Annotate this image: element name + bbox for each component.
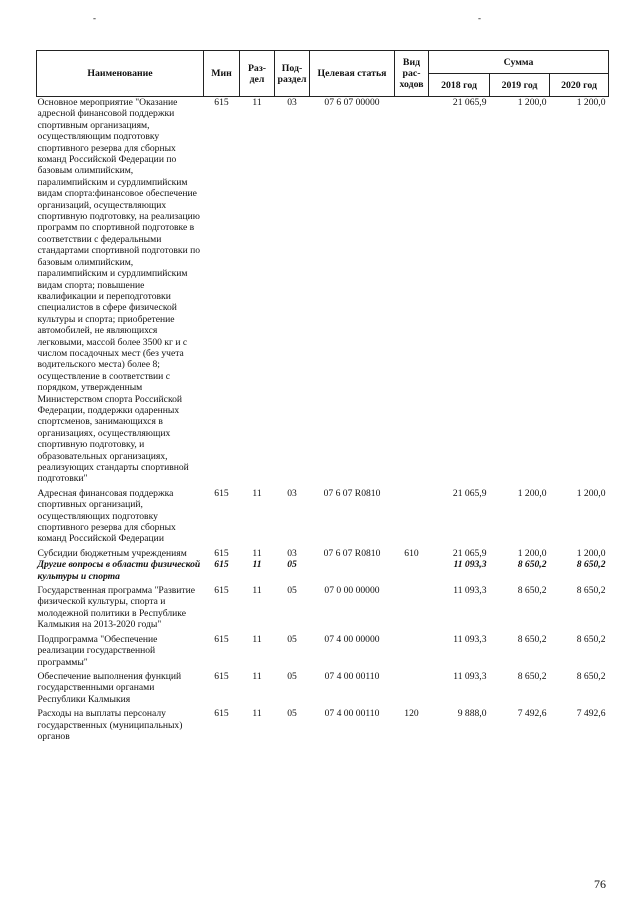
row-name: Подпрограмма "Обеспечение реализации государственной программы" <box>37 633 158 668</box>
table-row <box>37 485 609 545</box>
row-vid <box>395 668 429 705</box>
row-2020: 7 492,6 <box>576 708 606 720</box>
row-cel: 07 4 00 00110 <box>324 670 380 682</box>
row-min: 615 <box>214 670 229 682</box>
row-2018: 21 065,9 <box>452 487 487 499</box>
row-2020: 8 650,2 <box>576 559 606 571</box>
row-2019: 1 200,0 <box>517 487 547 499</box>
row-min: 615 <box>214 559 229 571</box>
row-2018: 11 093,3 <box>453 670 487 682</box>
row-cel <box>310 559 395 582</box>
header-year-2018: 2018 год <box>429 74 490 97</box>
row-podrazdel: 05 <box>287 670 297 682</box>
row-2020: 1 200,0 <box>576 487 606 499</box>
table-row <box>37 582 609 631</box>
row-2018: 11 093,3 <box>453 559 487 571</box>
row-name: Расходы на выплаты персоналу государственных (муниципальных) органов <box>37 708 183 742</box>
row-name: Основное мероприятие "Оказание адресной финансовой поддержки спортивным организациям, осуществляющим подготовку спортивного резерва для сборных команд Российской Федерации по базовым олимпийским, паралимпийским и сурдлимпийским видам спорта:финансовое обеспечение организаций, осуществляющих спортивную подготовку, на реализацию программ по спортивной подготовке в соответствии с федеральными стандартами спортивной подготовки по базовым олимпийским, паралимпийским и сурдлимпийским видам спорта; повышение квалификации и переподготовки специалистов в сфере физической культуры и спорта; приобретение автомобилей, не являющихся легковыми, массой более 3500 кг и с числом посадочных мест (без учета водительского места) более 8; осуществление в соответствии с порядком, утвержденным Министерством спорта Российской Федерации, поддержки одаренных спортсменов, занимающихся в организациях, осуществляющих спортивную подготовку, и образовательных организациях, реализующих стандарты спортивной подготовки" <box>37 97 201 485</box>
row-2019: 8 650,2 <box>517 559 547 571</box>
row-vid <box>395 485 429 545</box>
row-name: Субсидии бюджетным учреждениям <box>37 547 187 559</box>
table-row <box>37 97 609 485</box>
row-vid <box>395 582 429 631</box>
row-cel: 07 6 07 R0810 <box>323 487 381 499</box>
row-2020: 8 650,2 <box>576 633 606 645</box>
table-row <box>37 545 609 559</box>
row-2019: 8 650,2 <box>517 670 547 682</box>
row-razdel: 11 <box>252 585 262 597</box>
row-razdel: 11 <box>252 633 262 645</box>
table-row <box>37 631 609 668</box>
row-min: 615 <box>214 97 229 108</box>
row-cel: 07 6 07 00000 <box>324 97 380 108</box>
row-cel: 07 6 07 R0810 <box>323 547 381 559</box>
header-razdel: Раз-дел <box>240 51 275 97</box>
row-vid: 610 <box>404 547 419 559</box>
header-vid: Вид рас-ходов <box>395 51 429 97</box>
row-podrazdel: 05 <box>287 708 297 720</box>
row-podrazdel: 05 <box>287 633 297 645</box>
row-2020: 8 650,2 <box>576 585 606 597</box>
row-2020: 1 200,0 <box>576 547 606 559</box>
table-row <box>37 705 609 742</box>
row-min: 615 <box>214 585 229 597</box>
row-podrazdel: 03 <box>287 97 297 108</box>
table-body <box>37 97 609 743</box>
table-row-section <box>37 559 609 582</box>
header-name: Наименование <box>37 51 204 97</box>
row-min: 615 <box>214 708 229 720</box>
header-podrazdel: Под-раздел <box>275 51 310 97</box>
header-min: Мин <box>204 51 240 97</box>
top-mark-right: - <box>478 13 481 23</box>
row-2019: 8 650,2 <box>517 585 547 597</box>
row-2020: 1 200,0 <box>576 97 606 108</box>
row-min: 615 <box>214 487 229 499</box>
row-cel: 07 4 00 00110 <box>324 708 380 720</box>
row-razdel: 11 <box>252 97 262 108</box>
row-2018: 9 888,0 <box>457 708 487 720</box>
row-2020: 8 650,2 <box>576 670 606 682</box>
row-vid: 120 <box>404 708 419 720</box>
row-vid <box>395 631 429 668</box>
row-name: Другие вопросы в области физической культуры и спорта <box>37 559 201 582</box>
row-razdel: 11 <box>252 559 262 571</box>
row-2018: 21 065,9 <box>452 97 487 108</box>
row-name: Государственная программа "Развитие физической культуры, спорта и молодежной политики в Республике Калмыкия на 2013-2020 годы" <box>37 585 196 631</box>
header-summa: Сумма <box>429 51 609 74</box>
row-podrazdel: 05 <box>287 559 297 571</box>
row-2019: 8 650,2 <box>517 633 547 645</box>
row-name: Адресная финансовая поддержка спортивных организаций, осуществляющих подготовку спортивного резерва для сборных команд Российской Федерации <box>37 487 176 545</box>
header-year-2019: 2019 год <box>490 74 550 97</box>
row-2018: 11 093,3 <box>453 585 487 597</box>
header-year-2020: 2020 год <box>550 74 609 97</box>
row-min: 615 <box>214 633 229 645</box>
row-2018: 11 093,3 <box>453 633 487 645</box>
budget-table <box>36 50 609 742</box>
row-podrazdel: 03 <box>287 487 297 499</box>
row-razdel: 11 <box>252 547 262 559</box>
row-vid <box>395 97 429 485</box>
row-min: 615 <box>214 547 229 559</box>
row-razdel: 11 <box>252 670 262 682</box>
row-2019: 1 200,0 <box>517 547 547 559</box>
row-razdel: 11 <box>252 708 262 720</box>
row-vid <box>395 559 429 582</box>
row-2018: 21 065,9 <box>452 547 487 559</box>
row-podrazdel: 05 <box>287 585 297 597</box>
top-mark-left: - <box>93 13 96 23</box>
row-cel: 07 4 00 00000 <box>324 633 380 645</box>
row-razdel: 11 <box>252 487 262 499</box>
table-header <box>37 51 609 97</box>
row-2019: 1 200,0 <box>517 97 547 108</box>
row-podrazdel: 03 <box>287 547 297 559</box>
row-2019: 7 492,6 <box>517 708 547 720</box>
page-number: 76 <box>594 877 606 891</box>
table-row <box>37 668 609 705</box>
row-name: Обеспечение выполнения функций государственными органами Республики Калмыкия <box>37 670 182 705</box>
header-cel: Целевая статья <box>310 51 395 97</box>
row-cel: 07 0 00 00000 <box>324 585 380 597</box>
